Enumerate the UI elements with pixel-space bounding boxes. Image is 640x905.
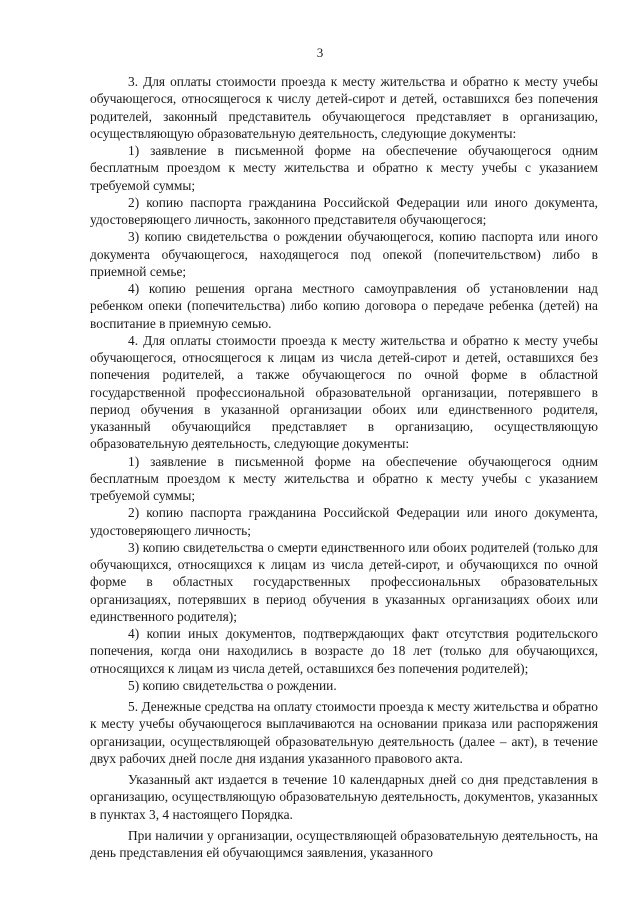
paragraph-section-3: 3. Для оплаты стоимости проезда к месту жительства и обратно к месту учебы обучающегося, относящегося к числу детей-сирот и детей, оставшихся без попечения родителей, законный представитель обучающегося представляет в организацию, осуществляющую образовательную деятельность, следующие документы: <box>90 74 598 141</box>
paragraph-section-4-item-1: 1) заявление в письменной форме на обеспечение обучающегося одним бесплатным проездом к месту жительства и обратно к месту учебы с указанием требуемой суммы; <box>90 453 598 503</box>
paragraph-section-4-item-5: 5) копию свидетельства о рождении. <box>128 677 337 693</box>
document-body <box>90 73 598 861</box>
paragraph-section-4-item-2: 2) копию паспорта гражданина Российской Федерации или иного документа, удостоверяющего личность; <box>90 505 598 538</box>
paragraph-advance-payment: При наличии у организации, осуществляющей образовательную деятельность, на день представления ей обучающимся заявления, указанного <box>90 827 598 860</box>
paragraph-section-3-item-1: 1) заявление в письменной форме на обеспечение обучающегося одним бесплатным проездом к месту жительства и обратно к месту учебы с указанием требуемой суммы; <box>90 143 598 193</box>
paragraph-section-4-item-4: 4) копии иных документов, подтверждающих факт отсутствия родительского попечения, когда они находились в возрасте до 18 лет (только для обучающихся, относящихся к лицам из числа детей, оставшихся без попечения родителей); <box>90 626 598 676</box>
paragraph-act-term: Указанный акт издается в течение 10 календарных дней со дня представления в организацию, осуществляющую образовательную деятельность, документов, указанных в пунктах 3, 4 настоящего Порядка. <box>90 772 598 822</box>
paragraph-section-4-item-3: 3) копию свидетельства о смерти единственного или обоих родителей (только для обучающихся, относящихся к лицам из числа детей-сирот, и обучающихся по очной форме в областных государственных профессиональных образовательных организациях, потерявших в период обучения в указанных организациях обоих или единственного родителя); <box>90 539 598 624</box>
paragraph-section-3-item-3: 3) копию свидетельства о рождении обучающегося, копию паспорта или иного документа обучающегося, находящегося под опекой (попечительством) либо в приемной семье; <box>90 229 598 279</box>
paragraph-section-5: 5. Денежные средства на оплату стоимости проезда к месту жительства и обратно к месту учебы обучающегося выплачиваются на основании приказа или распоряжения организации, осуществляющей образовательную деятельность (далее – акт), в течение двух рабочих дней после дня издания указанного правового акта. <box>90 699 598 766</box>
paragraph-section-4: 4. Для оплаты стоимости проезда к месту жительства и обратно к месту учебы обучающегося, относящегося к лицам из числа детей-сирот и детей, оставшихся без попечения родителей, а также обучающегося по очной форме в областной государственной профессиональной образовательной организации, потерявшего в период обучения в указанной организации обоих или единственного родителя, указанный обучающийся представляет в организацию, осуществляющую образовательную деятельность, следующие документы: <box>90 332 598 452</box>
paragraph-section-3-item-4: 4) копию решения органа местного самоуправления об установлении над ребенком опеки (попечительства) либо копию договора о передаче ребенка (детей) на воспитание в приемную семью. <box>90 281 598 331</box>
page-number: 3 <box>316 45 324 60</box>
paragraph-section-3-item-2: 2) копию паспорта гражданина Российской Федерации или иного документа, удостоверяющего личность, законного представителя обучающегося; <box>90 194 598 227</box>
